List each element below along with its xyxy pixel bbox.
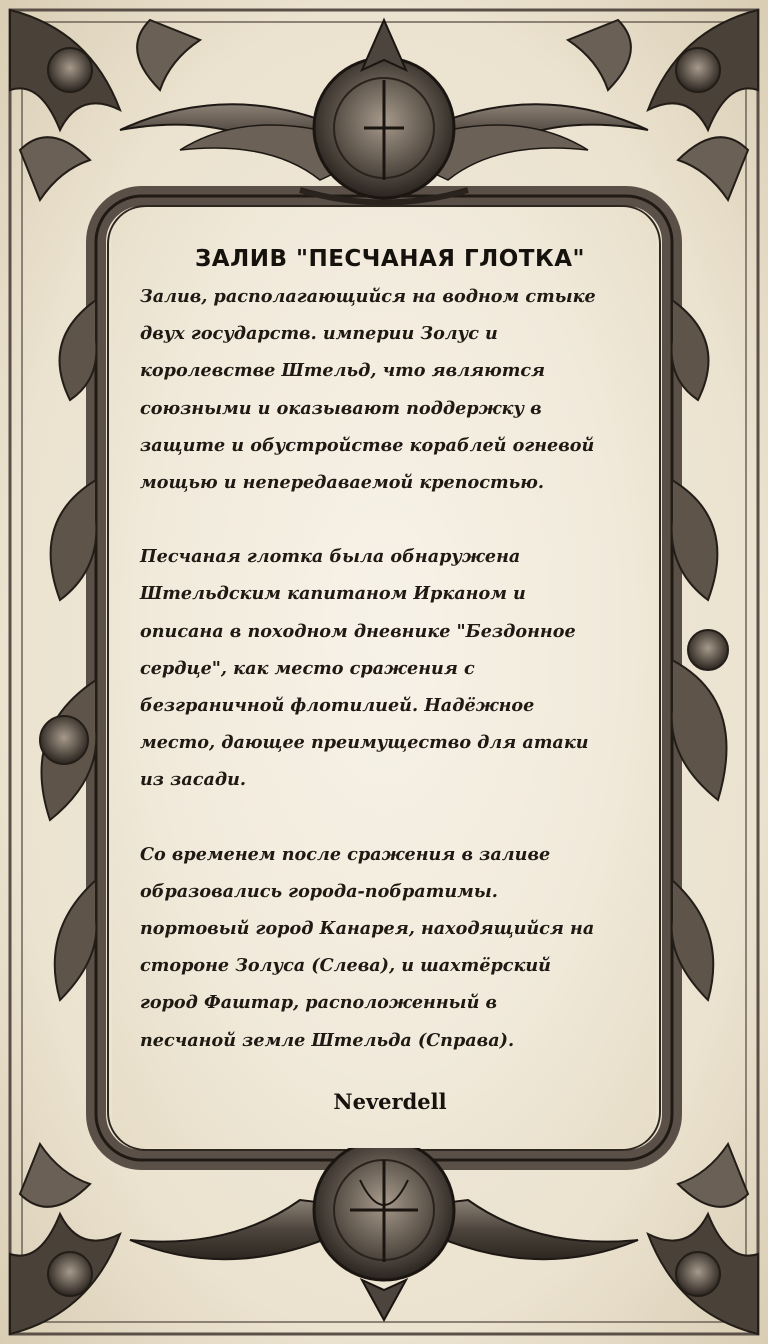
- text-line: Песчаная глотка была обнаружена: [140, 546, 521, 568]
- document-body: [140, 246, 640, 1114]
- text-line: защите и обустройстве кораблей огневой: [140, 434, 595, 456]
- text-line: образовались города-побратимы.: [140, 880, 498, 902]
- paragraph-2: [140, 538, 640, 798]
- paragraph-1: [140, 278, 640, 501]
- text-line: из засади.: [140, 769, 247, 791]
- text-line: портовый город Канарея, находящийся на: [140, 918, 595, 940]
- text-line: сердце", как место сражения с: [140, 657, 475, 679]
- text-line: описана в походном дневнике "Бездонное: [140, 620, 576, 642]
- text-line: безграничной флотилией. Надёжное: [140, 695, 535, 717]
- corner-ornament-bottom-left: [10, 1144, 120, 1334]
- paragraph-3: [140, 836, 640, 1059]
- text-line: Со временем после сражения в заливе: [140, 843, 551, 865]
- text-line: союзными и оказывают поддержку в: [140, 397, 542, 419]
- text-line: стороне Золуса (Слева), и шахтёрский: [140, 955, 551, 977]
- text-line: песчаной земле Штельда (Справа).: [140, 1029, 515, 1051]
- top-winged-crest: [120, 20, 648, 203]
- corner-ornament-top-right: [568, 10, 758, 200]
- text-line: королевстве Штельд, что являются: [140, 360, 546, 382]
- corner-ornament-top-left: [10, 10, 200, 200]
- text-line: Штельдским капитаном Ирканом и: [140, 583, 526, 605]
- text-line: мощью и непередаваемой крепостью.: [140, 472, 544, 494]
- document-title: ЗАЛИВ "ПЕСЧАНАЯ ГЛОТКА": [194, 246, 586, 272]
- text-line: двух государств. империи Золус и: [140, 323, 498, 345]
- text-line: город Фаштар, расположенный в: [140, 992, 498, 1014]
- author-signature: Neverdell: [333, 1088, 447, 1114]
- text-line: Залив, располагающийся на водном стыке: [140, 286, 596, 307]
- corner-ornament-bottom-right: [648, 1144, 758, 1334]
- text-line: место, дающее преимущество для атаки: [140, 732, 589, 754]
